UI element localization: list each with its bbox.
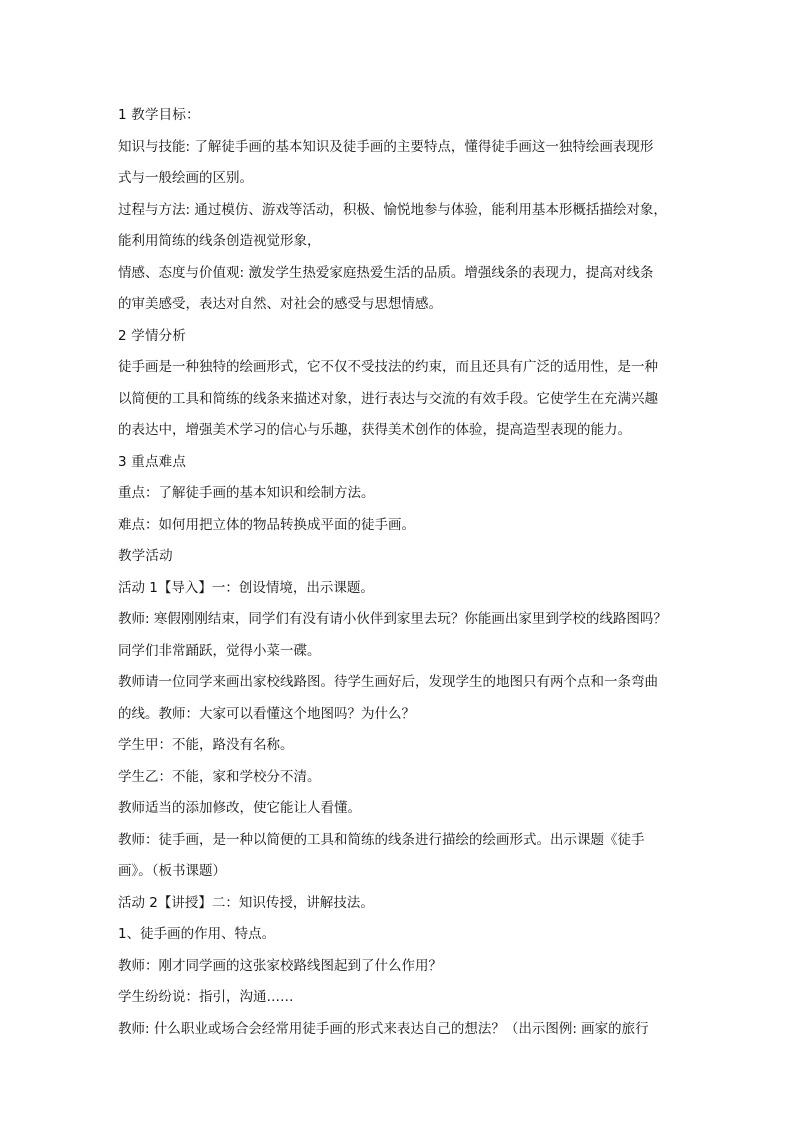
paragraph-line: 情感、态度与价值观: 激发学生热爱家庭热爱生活的品质。增强线条的表现力，提高对线条	[118, 264, 654, 281]
paragraph-line: 1、徒手画的作用、特点。	[118, 926, 276, 942]
paragraph-line: 的线。教师：大家可以看懂这个地图吗？为什么？	[118, 705, 415, 722]
paragraph-line: 以简便的工具和简练的线条来描述对象，进行表达与交流的有效手段。它使学生在充满兴趣	[118, 390, 658, 407]
paragraph-line: 的表达中，增强美术学习的信心与乐趣，获得美术创作的体验，提高造型表现的能力。	[118, 422, 631, 438]
paragraph-line: 教师适当的添加修改，使它能让人看懂。	[118, 800, 361, 816]
paragraph-line: 画》。（板书课题）	[118, 863, 226, 879]
activity-heading: 活动 1【导入】一：创设情境，出示课题。	[118, 579, 374, 596]
paragraph-line: 教师：徒手画，是一种以简便的工具和简练的线条进行描绘的绘画形式。出示课题《徒手	[118, 831, 645, 848]
document-body	[118, 100, 680, 1045]
paragraph-line: 的审美感受，表达对自然、对社会的感受与思想情感。	[118, 296, 442, 312]
paragraph-line: 式与一般绘画的区别。	[118, 170, 253, 186]
paragraph-line: 难点：如何用把立体的物品转换成平面的徒手画。	[118, 516, 415, 533]
paragraph-line: 教师请一位同学来画出家校线路图。待学生画好后，发现学生的地图只有两个点和一条弯曲	[118, 674, 658, 690]
paragraph-line: 知识与技能: 了解徒手画的基本知识及徒手画的主要特点，懂得徒手画这一独特绘画表现形	[118, 138, 654, 155]
paragraph-line: 重点：了解徒手画的基本知识和绘制方法。	[118, 485, 375, 501]
paragraph-line: 学生甲：不能，路没有名称。	[118, 737, 294, 753]
paragraph-line: 过程与方法: 通过模仿、游戏等活动，积极、愉悦地参与体验，能利用基本形概括描绘对象，	[118, 201, 667, 218]
paragraph-line: 教师: 什么职业或场合会经常用徒手画的形式来表达自己的想法？（出示图例: 画家的旅行	[118, 1020, 649, 1037]
paragraph-line: 教师: 寒假刚刚结束，同学们有没有请小伙伴到家里去玩？你能画出家里到学校的线路图吗？	[118, 611, 667, 627]
paragraph-line: 能利用简练的线条创造视觉形象，	[118, 233, 321, 249]
paragraph-line: 学生纷纷说：指引，沟通……	[118, 989, 294, 1005]
activity-heading: 活动 2【讲授】二：知识传授，讲解技法。	[118, 894, 374, 911]
paragraph-line: 教师：刚才同学画的这张家校路线图起到了什么作用？	[118, 957, 442, 974]
paragraph-line: 同学们非常踊跃，觉得小菜一碟。	[118, 642, 321, 659]
paragraph-line: 学生乙：不能，家和学校分不清。	[118, 768, 321, 785]
section-heading-teaching-goals: 1 教学目标：	[118, 107, 200, 123]
paragraph-line: 徒手画是一种独特的绘画形式，它不仅不受技法的约束，而且还具有广泛的适用性，是一种	[118, 359, 658, 375]
section-heading-student-analysis: 2 学情分析	[118, 327, 187, 344]
section-heading-key-points: 3 重点难点	[118, 453, 187, 470]
section-heading-teaching-activities: 教学活动	[118, 548, 173, 564]
